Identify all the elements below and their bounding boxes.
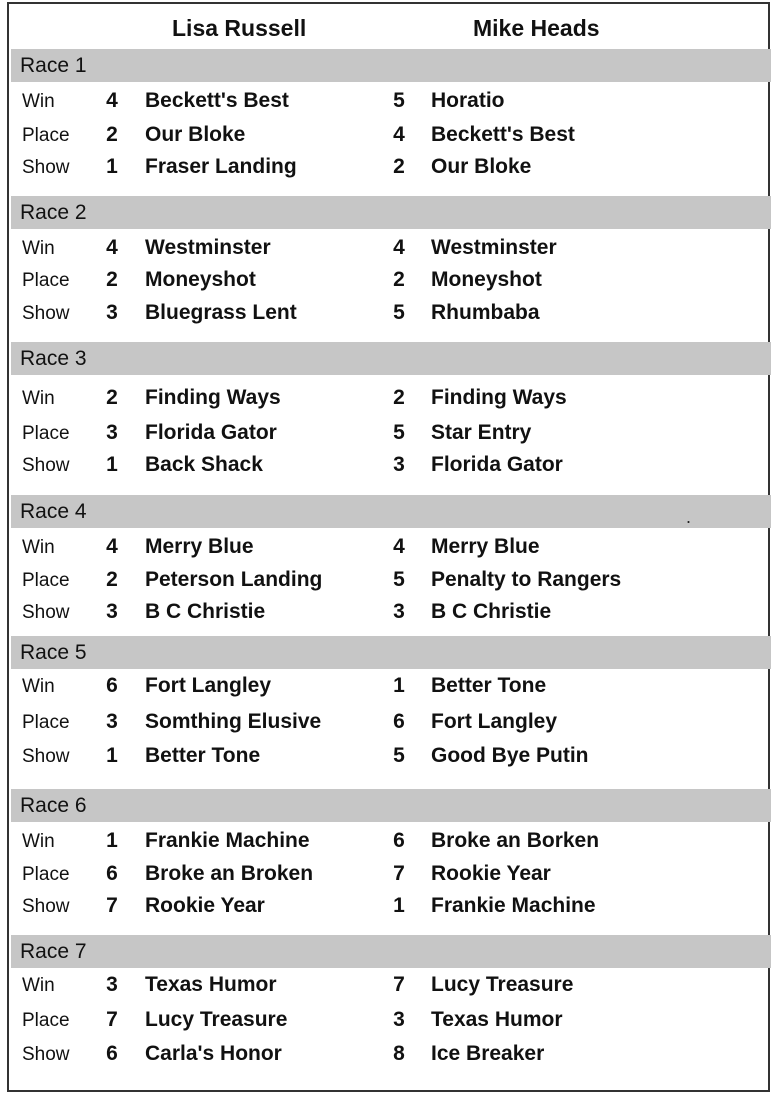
bet-type: Place bbox=[22, 864, 70, 885]
pick-row bbox=[0, 710, 780, 736]
race-header-6 bbox=[11, 789, 771, 822]
bet-type: Place bbox=[22, 712, 70, 733]
player1-pick-number: 2 bbox=[106, 123, 118, 146]
player1-pick-horse: Fort Langley bbox=[145, 674, 272, 697]
player1-pick-horse: Moneyshot bbox=[145, 268, 256, 291]
player2-pick-horse: Broke an Borken bbox=[431, 829, 600, 852]
player2-pick-horse: Ice Breaker bbox=[431, 1042, 545, 1065]
player2-pick-horse: Lucy Treasure bbox=[431, 973, 574, 996]
player2-pick-number: 6 bbox=[393, 829, 405, 852]
pick-row bbox=[0, 600, 780, 626]
player1-pick-number: 7 bbox=[106, 894, 118, 917]
player2-pick-number: 5 bbox=[393, 568, 405, 591]
pick-row bbox=[0, 535, 780, 561]
race-label: Race 3 bbox=[20, 347, 87, 370]
player1-pick-number: 4 bbox=[106, 89, 118, 112]
bet-type: Show bbox=[22, 303, 70, 324]
race-header-5 bbox=[11, 636, 771, 669]
player2-pick-horse: Our Bloke bbox=[431, 155, 532, 178]
player1-pick-number: 3 bbox=[106, 301, 118, 324]
race-header-1 bbox=[11, 49, 771, 82]
bet-type: Win bbox=[22, 91, 55, 112]
player1-pick-number: 3 bbox=[106, 710, 118, 733]
player1-pick-number: 1 bbox=[106, 744, 118, 767]
bet-type: Win bbox=[22, 676, 55, 697]
player1-pick-horse: Fraser Landing bbox=[145, 155, 297, 178]
race-label: Race 6 bbox=[20, 794, 87, 817]
player2-pick-number: 8 bbox=[393, 1042, 405, 1065]
player1-pick-horse: Beckett's Best bbox=[145, 89, 289, 112]
player2-pick-number: 5 bbox=[393, 421, 405, 444]
player1-pick-horse: Broke an Broken bbox=[145, 862, 314, 885]
player2-pick-number: 5 bbox=[393, 89, 405, 112]
bet-type: Win bbox=[22, 831, 55, 852]
bet-type: Show bbox=[22, 1044, 70, 1065]
player1-pick-horse: Finding Ways bbox=[145, 386, 281, 409]
player2-pick-horse: Merry Blue bbox=[431, 535, 540, 558]
player2-pick-number: 4 bbox=[393, 123, 405, 146]
player1-header: Lisa Russell bbox=[172, 15, 307, 41]
player2-pick-horse: Beckett's Best bbox=[431, 123, 575, 146]
player1-pick-number: 7 bbox=[106, 1008, 118, 1031]
player1-pick-number: 2 bbox=[106, 268, 118, 291]
bet-type: Show bbox=[22, 896, 70, 917]
player1-pick-horse: Rookie Year bbox=[145, 894, 265, 917]
bet-type: Place bbox=[22, 423, 70, 444]
player2-pick-number: 7 bbox=[393, 862, 405, 885]
bet-type: Win bbox=[22, 388, 55, 409]
player2-pick-horse: Star Entry bbox=[431, 421, 532, 444]
player2-pick-horse: Horatio bbox=[431, 89, 505, 112]
player2-pick-number: 1 bbox=[393, 894, 405, 917]
bet-type: Show bbox=[22, 746, 70, 767]
player1-pick-number: 3 bbox=[106, 973, 118, 996]
stray-mark: . bbox=[686, 507, 692, 527]
player2-pick-horse: Rhumbaba bbox=[431, 301, 540, 324]
player1-pick-horse: Back Shack bbox=[145, 453, 263, 476]
player1-pick-horse: Westminster bbox=[145, 236, 271, 259]
player2-pick-number: 4 bbox=[393, 535, 405, 558]
pick-row bbox=[0, 973, 780, 999]
player2-pick-number: 2 bbox=[393, 386, 405, 409]
bet-type: Place bbox=[22, 570, 70, 591]
player2-pick-horse: Finding Ways bbox=[431, 386, 567, 409]
pick-row bbox=[0, 894, 780, 920]
race-header-7 bbox=[11, 935, 771, 968]
player2-pick-number: 6 bbox=[393, 710, 405, 733]
player2-pick-horse: Fort Langley bbox=[431, 710, 558, 733]
bet-type: Place bbox=[22, 1010, 70, 1031]
player2-pick-horse: Moneyshot bbox=[431, 268, 542, 291]
race-label: Race 4 bbox=[20, 500, 87, 523]
player1-pick-number: 2 bbox=[106, 568, 118, 591]
player2-pick-number: 2 bbox=[393, 155, 405, 178]
player1-pick-horse: Florida Gator bbox=[145, 421, 277, 444]
pick-row bbox=[0, 1008, 780, 1034]
player1-pick-horse: Frankie Machine bbox=[145, 829, 310, 852]
player1-pick-number: 6 bbox=[106, 862, 118, 885]
player2-pick-horse: Rookie Year bbox=[431, 862, 551, 885]
pick-row bbox=[0, 568, 780, 594]
pick-row bbox=[0, 674, 780, 700]
bet-type: Win bbox=[22, 238, 55, 259]
pick-row bbox=[0, 862, 780, 888]
race-label: Race 1 bbox=[20, 54, 87, 77]
player2-pick-horse: Florida Gator bbox=[431, 453, 563, 476]
player2-pick-number: 3 bbox=[393, 600, 405, 623]
player1-pick-horse: Lucy Treasure bbox=[145, 1008, 288, 1031]
player2-pick-number: 3 bbox=[393, 1008, 405, 1031]
player1-pick-number: 2 bbox=[106, 386, 118, 409]
pick-row bbox=[0, 744, 780, 770]
player1-pick-horse: Merry Blue bbox=[145, 535, 254, 558]
player1-pick-horse: Somthing Elusive bbox=[145, 710, 322, 733]
race-label: Race 2 bbox=[20, 201, 87, 224]
bet-type: Place bbox=[22, 125, 70, 146]
player2-pick-number: 5 bbox=[393, 301, 405, 324]
player2-pick-horse: Frankie Machine bbox=[431, 894, 596, 917]
player1-pick-horse: Our Bloke bbox=[145, 123, 246, 146]
player1-pick-horse: Carla's Honor bbox=[145, 1042, 282, 1065]
race-header-4 bbox=[11, 495, 771, 528]
pick-row bbox=[0, 829, 780, 855]
player1-pick-number: 4 bbox=[106, 535, 118, 558]
player1-pick-number: 1 bbox=[106, 829, 118, 852]
player2-pick-horse: Texas Humor bbox=[431, 1008, 563, 1031]
player1-pick-number: 3 bbox=[106, 421, 118, 444]
player2-pick-horse: Good Bye Putin bbox=[431, 744, 589, 767]
pick-row bbox=[0, 1042, 780, 1068]
player2-pick-number: 3 bbox=[393, 453, 405, 476]
bet-type: Show bbox=[22, 602, 70, 623]
bet-type: Win bbox=[22, 537, 55, 558]
pick-row bbox=[0, 453, 780, 479]
player2-pick-number: 4 bbox=[393, 236, 405, 259]
bet-type: Show bbox=[22, 455, 70, 476]
player2-pick-horse: Westminster bbox=[431, 236, 557, 259]
player2-pick-number: 7 bbox=[393, 973, 405, 996]
pick-row bbox=[0, 386, 780, 412]
player1-pick-number: 3 bbox=[106, 600, 118, 623]
player2-pick-number: 5 bbox=[393, 744, 405, 767]
player2-pick-number: 2 bbox=[393, 268, 405, 291]
player2-pick-horse: Penalty to Rangers bbox=[431, 568, 622, 591]
pick-row bbox=[0, 301, 780, 327]
player2-pick-horse: B C Christie bbox=[431, 600, 552, 623]
player1-pick-number: 1 bbox=[106, 453, 118, 476]
pick-row bbox=[0, 421, 780, 447]
player1-pick-horse: Bluegrass Lent bbox=[145, 301, 297, 324]
player1-pick-number: 6 bbox=[106, 674, 118, 697]
player1-pick-number: 1 bbox=[106, 155, 118, 178]
player1-pick-horse: B C Christie bbox=[145, 600, 266, 623]
bet-type: Show bbox=[22, 157, 70, 178]
player2-header: Mike Heads bbox=[473, 15, 600, 41]
player2-pick-horse: Better Tone bbox=[431, 674, 547, 697]
player2-pick-number: 1 bbox=[393, 674, 405, 697]
pick-row bbox=[0, 155, 780, 181]
player1-pick-horse: Texas Humor bbox=[145, 973, 277, 996]
pick-row bbox=[0, 89, 780, 115]
pick-row bbox=[0, 236, 780, 262]
pick-row bbox=[0, 268, 780, 294]
bet-type: Place bbox=[22, 270, 70, 291]
race-label: Race 5 bbox=[20, 641, 87, 664]
player1-pick-horse: Better Tone bbox=[145, 744, 261, 767]
race-label: Race 7 bbox=[20, 940, 87, 963]
race-header-2 bbox=[11, 196, 771, 229]
player1-pick-number: 6 bbox=[106, 1042, 118, 1065]
player1-pick-horse: Peterson Landing bbox=[145, 568, 323, 591]
player1-pick-number: 4 bbox=[106, 236, 118, 259]
race-header-3 bbox=[11, 342, 771, 375]
pick-row bbox=[0, 123, 780, 149]
bet-type: Win bbox=[22, 975, 55, 996]
